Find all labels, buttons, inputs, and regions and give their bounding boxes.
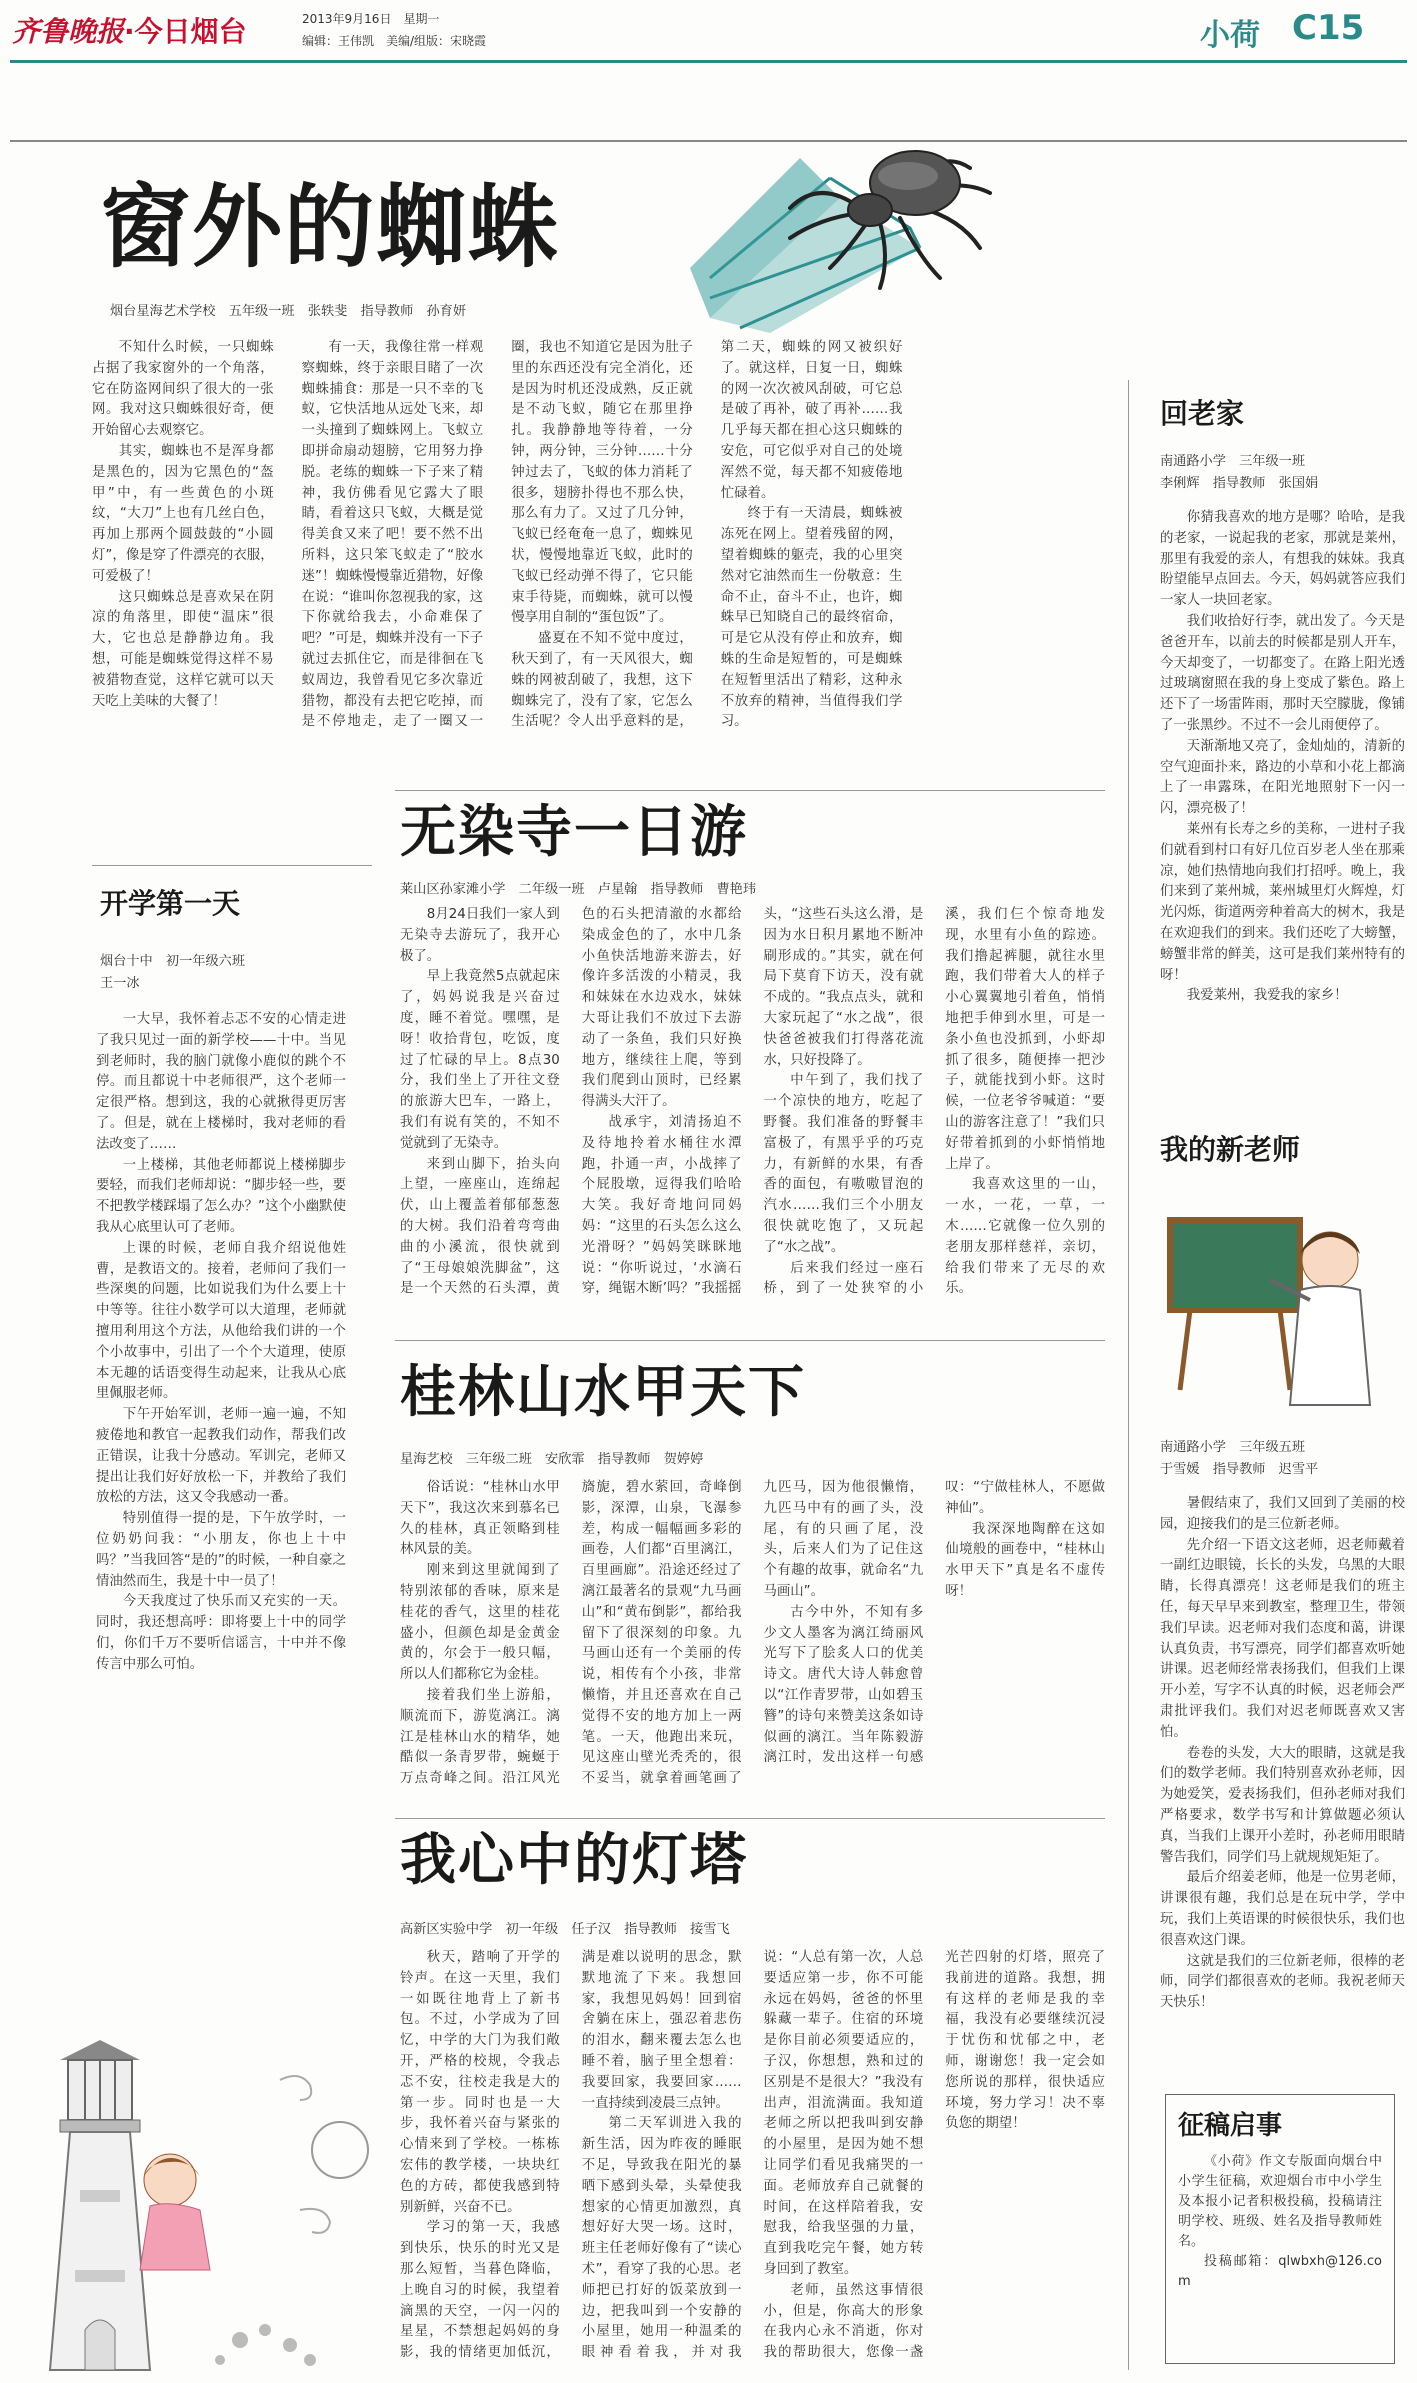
article-title: 回老家	[1160, 397, 1245, 430]
page-number: C15	[1292, 8, 1365, 48]
sun-icon	[312, 2122, 368, 2178]
article-byline: 莱山区孙家滩小学 二年级一班 卢星翰 指导教师 曹艳玮	[400, 882, 757, 897]
article-author: 李俐辉 指导教师 张国娟	[1160, 476, 1319, 491]
masthead-logo: 齐鲁晚报·今日烟台	[12, 15, 247, 48]
girl-figure	[140, 2154, 210, 2270]
masthead-editors: 编辑：王伟凯 美编/组版：宋晓霞	[302, 34, 487, 48]
notice-title: 征稿启事	[1178, 2111, 1283, 2141]
sidebar-divider	[1128, 380, 1129, 2370]
teacher-illustration	[1160, 1190, 1390, 1420]
article-body	[400, 905, 1105, 1317]
article-columns: 8月24日我们一家人到无染寺去游玩了，我开心极了。 早上我竟然5点就起床了，妈妈说我是兴奋过度，睡不着觉。嘿嘿，是呀！收拾背包，吃饭，度过了忙碌的早上。8点30分，我们坐上了开往文登的旅游大巴车，一路上，我们有说有笑的，不知不觉就到了无染寺。 来到山脚下，抬头向上望，一座座山，连绵起伏，山上覆盖着郁郁葱葱的大树。我们沿着弯弯曲曲的小溪流，很快就到了“王母娘娘洗脚盆”，这是一个天然的石头潭，黄色的石头把清澈的水都给染成金色的了，水中几条小鱼快活地游来游去，好像许多活泼的小精灵，我和妹妹在水边戏水，妹妹大哥让我们不放过下去游动了一条鱼，我们只好换地方，继续往上爬，等到我们爬到山顶时，已经累得满头大汗了。 战承宇，刘清扬迫不及待地拎着水桶往水潭跑，扑通一声，小战摔了个屁股墩，逗得我们哈哈大笑。我好奇地问同妈妈：“这里的石头怎么这么光滑呀？”妈妈笑眯眯地说：“你听说过，‘水滴石穿，绳锯木断’吗？”我摇摇头，“这些石头这么滑，是因为水日积月累地不断冲刷形成的。”其实，就在何局下莫育下访天，没有就不成的。“我点点头，就和大家玩起了“水之战”，很快爸爸被我们打得落花流水，只好投降了。 中午到了，我们找了一个凉快的地方，吃起了野餐。我们准备的野餐丰富极了，有黑乎乎的巧克力，有新鲜的水果，有香香的面包，有嗷嗷冒泡的汽水……我们三个小朋友很快就吃饱了，又玩起了“水之战”。 后来我们经过一座石桥，到了一处狭窄的小溪，我们仨个惊奇地发现，水里有小鱼的踪迹。我们撸起裤腿，就往水里跑，我们带着大人的样子小心翼翼地引着鱼，悄悄地把手伸到水里，可是一条小鱼也没抓到，小虾却抓了很多，随便捧一把沙子，就能找到小虾。这时候，一位老爷爷喊道：“要山的游客注意了！”我们只好带着抓到的小虾悄悄地上岸了。 我喜欢这里的一山，一水，一花，一草，一木……它就像一位久别的老朋友那样慈祥，亲切，给我们带来了无尽的欢乐。	[400, 907, 1105, 1297]
article-byline: 烟台十中 初一年级六班	[100, 954, 246, 969]
left-col-divider	[92, 865, 372, 866]
section-name: 今日烟台	[134, 15, 247, 48]
masthead	[0, 0, 1417, 72]
article-title: 桂林山水甲天下	[400, 1360, 806, 1425]
swirl-decoration	[280, 2076, 330, 2233]
masthead-rule	[10, 60, 1407, 63]
notice-email: 投稿邮箱：qlwbxh@126.com	[1178, 2254, 1382, 2289]
article-byline: 南通路小学 三年级一班	[1160, 454, 1306, 469]
paper-name: 齐鲁晚报	[12, 15, 125, 48]
lighthouse-girl-illustration	[40, 2040, 400, 2380]
masthead-date: 2013年9月16日 星期一	[302, 12, 440, 26]
flower-decoration	[215, 2324, 316, 2366]
article-title: 开学第一天	[100, 887, 241, 920]
article-title: 我的新老师	[1160, 1133, 1301, 1166]
article-body	[400, 1948, 1105, 2368]
chalkboard	[1170, 1220, 1300, 1310]
article-title: 窗外的蜘蛛	[100, 175, 560, 280]
spider-illustration	[650, 138, 1210, 338]
article-title: 我心中的灯塔	[400, 1828, 748, 1893]
submission-notice	[1165, 2094, 1395, 2364]
article-byline: 烟台星海艺术学校 五年级一班 张轶斐 指导教师 孙育妍	[110, 304, 467, 319]
article-columns: 不知什么时候，一只蜘蛛占据了我家窗外的一个角落，它在防盗网间织了很大的一张网。我对这只蜘蛛很好奇，便开始留心去观察它。 其实，蜘蛛也不是浑身都是黑色的，因为它黑色的“盔甲”中，有一些黄色的小斑纹，“大刀”上也有几丝白色，再加上那两个圆鼓鼓的“小圆灯”，像是穿了件漂亮的衣服，可爱极了！ 这只蜘蛛总是喜欢呆在阴凉的角落里，即使“温床”很大，它也总是静静边角。我想，可能是蜘蛛觉得这样不易被猎物查觉，这样它就可以天天吃上美味的大餐了！ 有一天，我像往常一样观察蜘蛛，终于亲眼目睹了一次蜘蛛捕食：那是一只不幸的飞蚁，它快活地从远处飞来，却一头撞到了蜘蛛网上。飞蚁立即拼命扇动翅膀，它用努力挣脱。老练的蜘蛛一下子来了精神，我仿佛看见它露大了眼睛，看着这只飞蚁，大概是觉得美食又来了吧！要不然不出所料，这只笨飞蚁走了“胶水迷”！蜘蛛慢慢靠近猎物，好像在说：“谁叫你忽视我的家，这下你就给我去，小命难保了吧？”可是，蜘蛛并没有一下子就过去抓住它，而是徘徊在飞蚁周边，我曾看见它多次靠近猎物，都没有去把它吃掉，而是不停地走，走了一圈又一圈，我也不知道它是因为肚子里的东西还没有完全消化，还是因为时机还没成熟，反正就是不动飞蚁，随它在那里挣扎。我静静地等待着，一分钟，两分钟，三分钟……十分钟过去了，飞蚁的体力消耗了很多，翅膀扑得也不那么快，那么有力了。又过了几分钟，飞蚁已经奄奄一息了，蜘蛛见状，慢慢地靠近飞蚁，此时的飞蚁已经动弹不得了，它只能束手待毙，而蜘蛛，就可以慢慢享用自制的“蛋包饭”了。 盛夏在不知不觉中度过，秋天到了，有一天风很大，蜘蛛的网被刮破了，我想，这下蜘蛛完了，没有了家，它怎么生活呢？令人出乎意料的是，第二天，蜘蛛的网又被织好了。就这样，日复一日，蜘蛛的网一次次被风刮破，可它总是破了再补，破了再补……我几乎每天都在担心这只蜘蛛的安危，可它似乎对自己的处境浑然不觉，每天都不知疲倦地忙碌着。 终于有一天清晨，蜘蛛被冻死在网上。望着残留的网，望着蜘蛛的躯壳，我的心里突然对它油然而生一份敬意：生命不止，奋斗不止，也许，蜘蛛早已知晓自己的最终宿命，可是它从没有停止和放弃，蜘蛛的生命是短暂的，可是蜘蛛在短暂里活出了精彩，这种永不放弃的精神，当值得我们学习。	[92, 340, 903, 730]
article-body	[92, 338, 1112, 748]
article-body: 你猜我喜欢的地方是哪？哈哈，是我的老家，一说起我的老家，那就是莱州，那里有我爱的亲人，有想我的妹妹。我真盼望能早点回去。今天，妈妈就答应我们一家人一块回老家。 我们收拾好行李，就出发了。今天是爸爸开车，以前去的时候都是别人开车，今天却变了，一切都变了。在路上阳光透过玻璃窗照在我的身上变成了紫色。路上还下了一场雷阵雨，那时天空朦胧，像铺了一张黑纱。不过不一会儿雨便停了。 天渐渐地又亮了，金灿灿的，清新的空气迎面扑来，路边的小草和小花上都滴上了一串露珠，在阳光地照射下一闪一闪，漂亮极了！ 莱州有长寿之乡的美称，一进村子我们就看到村口有好几位百岁老人坐在那乘凉，她们热情地向我们打招呼。晚上，我们来到了莱州城，莱州城里灯火辉煌，灯光闪烁，街道两旁种着高大的树木，我是在欢迎我们的到来。我们还吃了大螃蟹，螃蟹非常的鲜美，这可是我们莱州特有的呀！ 我爱莱州，我爱我的家乡！	[1160, 510, 1405, 1004]
article-author: 于雪媛 指导教师 迟雪平	[1160, 1462, 1319, 1477]
article-columns: 秋天，踏响了开学的铃声。在这一天里，我们一如既往地背上了新书包。不过，小学成为了回忆，中学的大门为我们敞开，严格的校规，令我忐忑不安，往校走我是大的第一步。同时也是一大步，我怀着兴奋与紧张的心情来到了学校。一栋栋宏伟的教学楼，一块块红色的方砖，都使我感到特别新鲜，兴奋不已。 学习的第一天，我感到快乐，快乐的时光又是那么短暂，当暮色降临，上晚自习的时候，我望着滴黑的天空，一闪一闪的星星，不禁想起妈妈的身影，我的情绪更加低沉，满是难以说明的思念，默默地流了下来。我想回家，我想见妈妈！回到宿舍躺在床上，强忍着悲伤的泪水，翻来覆去怎么也睡不着，脑子里全想着：我要回家，我要回家……一直持续到凌晨三点钟。 第二天军训进入我的新生活，因为昨夜的睡眠不足，导致我在阳光的暴晒下感到头晕，头晕使我想家的心情更加激烈，真想好好大哭一场。这时，班主任老师好像有了“读心术”，看穿了我的心思。老师把已打好的饭菜放到一边，把我叫到一个安静的小屋里，她用一种温柔的眼神看着我，并对我说：“人总有第一次，人总要适应第一步，你不可能永远在妈妈，爸爸的怀里躲藏一辈子。住宿的环境是你目前必须要适应的，子汉，你想想，熟和过的区别是不是很大？”我没有出声，泪流满面。我知道老师之所以把我叫到安静的小屋里，是因为她不想让同学们看见我痛哭的一面。老师放弃自己就餐的时间，在这样陪着我，安慰我，给我坚强的力量，直到我吃完午餐，她方转身回到了教室。 老师，虽然这事情很小，但是，你高大的形象在我内心永不消逝，你对我的帮助很大，您像一盏光芒四射的灯塔，照亮了我前进的道路。我想，拥有这样的老师是我的幸福，我没有必要继续沉浸于忧伤和忧郁之中，老师，谢谢您！我一定会如您所说的那样，很快适应环境，努力学习！决不辜负您的期望！	[400, 1950, 1105, 2361]
section-divider	[395, 1818, 1105, 1819]
article-body	[400, 1478, 1105, 1808]
article-body: 一大早，我怀着忐忑不安的心情走进了我只见过一面的新学校——十中。当见到老师时，我的脑门就像小鹿似的跳个不停。而且都说十中老师很严，这个老师一定很严格。想到这，我的心就揪得更厉害了。但是，就在上楼梯时，我对老师的看法改变了…… 一上楼梯，其他老师都说上楼梯脚步要轻，而我们老师却说：“脚步轻一些，要不把教学楼踩塌了怎么办？”这个小幽默使我从心底里认可了老师。 上课的时候，老师自我介绍说他姓曹，是教语文的。接着，老师问了我们一些深奥的问题，比如说我们为什么要上十中等等。往往小数学可以大道理，老师就擅用利用这个方法，从他给我们讲的一个个小故事中，引出了一个个大道理，使原本无趣的话语变得生动起来，让我从心底里佩服老师。 下午开始军训，老师一遍一遍，不知疲倦地和教官一起教我们动作，帮我们改正错误，让我十分感动。军训完，老师又提出让我们好好放松一下，并教给了我们放松的方法，这又令我感动一番。 特别值得一提的是，下午放学时，一位奶奶问我：“小朋友，你也上十中吗？”当我回答“是的”的时候，一种自豪之情油然而生，我是十中一员了！ 今天我度过了快乐而又充实的一天。同时，我还想高呼：即将要上十中的同学们，你们千万不要听信谣言，十中并不像传言中那么可怕。	[96, 1012, 346, 1672]
article-columns: 俗话说：“桂林山水甲天下”，我这次来到慕名已久的桂林，真正领略到桂林风景的美。 刚来到这里就闻到了特别浓郁的香味，原来是桂花的香气，这里的桂花盛小，但颜色却是金黄金黄的，尔会于一般只幅，所以人们都称它为金桂。 接着我们坐上游船，顺流而下，游览漓江。漓江是桂林山水的精华，她酷似一条青罗带，蜿蜒于万点奇峰之间。沿江风光旖旎，碧水萦回，奇峰倒影，深潭，山泉，飞瀑参差，构成一幅幅画多彩的画卷，人们都“百里漓江，百里画廊”。沿途还经过了漓江最著名的景观“九马画山”和“黄布倒影”，都给我留下了很深刻的印象。九马画山还有一个美丽的传说，相传有个小孩，非常懒惰，并且还喜欢在自己觉得不安的地方加上一两笔。一天，他跑出来玩，见这座山壁光秃秃的，很不妥当，就拿着画笔画了九匹马，因为他很懒惰，九匹马中有的画了头，没尾，有的只画了尾，没头，后来人们为了记住这个有趣的故事，就命名“九马画山”。 古今中外，不知有多少文人墨客为漓江绮丽风光写下了脍炙人口的优美诗文。唐代大诗人韩愈曾以“江作青罗带，山如碧玉簪”的诗句来赞美这条如诗似画的漓江。当年陈毅游漓江时，发出这样一句感叹：“宁做桂林人，不愿做神仙”。 我深深地陶醉在这如仙境般的画卷中，“桂林山水甲天下”真是名不虚传呀！	[400, 1480, 1105, 1787]
article-title: 无染寺一日游	[400, 800, 748, 865]
article-byline: 高新区实验中学 初一年级 任子汉 指导教师 接雪飞	[400, 1922, 730, 1937]
section-divider	[395, 790, 1105, 791]
article-byline: 星海艺校 三年级二班 安欣霏 指导教师 贺婷婷	[400, 1452, 704, 1467]
article-byline: 南通路小学 三年级五班	[1160, 1440, 1306, 1455]
lighthouse-icon	[50, 2040, 150, 2370]
article-body: 暑假结束了，我们又回到了美丽的校园，迎接我们的是三位新老师。 先介绍一下语文这老师，迟老师戴着一副红边眼镜，长长的头发，乌黑的大眼睛，长得真漂亮！这老师是我们的班主任，每天早早来到教室，整理卫生，带领我们早读。迟老师对我们态度和蔼，讲课认真负责，书写漂亮，同学们都喜欢听她讲课。迟老师经常表扬我们，但我们上课开小差，写字不认真的时候，迟老师会严肃批评我们。我们对迟老师既喜欢又害怕。 卷卷的头发，大大的眼睛，这就是我们的数学老师。我们特别喜欢孙老师，因为她爱笑，爱表扬我们，但孙老师对我们严格要求，数学书写和计算做题必须认真，当我们上课开小差时，孙老师用眼睛警告我们，同学们马上就规规矩矩了。 最后介绍姜老师，他是一位男老师，讲课很有趣，我们总是在玩中学，学中玩，我们上英语课的时候很快乐，我们也很喜欢这门课。 这就是我们的三位新老师，很棒的老师，同学们都很喜欢的老师。我祝老师天天快乐！	[1160, 1496, 1405, 2011]
section-divider	[395, 1340, 1105, 1341]
column-name: 小荷	[1200, 18, 1260, 53]
notice-text: 《小荷》作文专版面向烟台中小学生征稿，欢迎烟台市中小学生及本报小记者积极投稿，投稿请注明学校、班级、姓名及指导教师姓名。 投稿邮箱：qlwbxh@126.com	[1178, 2152, 1382, 2292]
article-author: 王一冰	[100, 976, 140, 991]
